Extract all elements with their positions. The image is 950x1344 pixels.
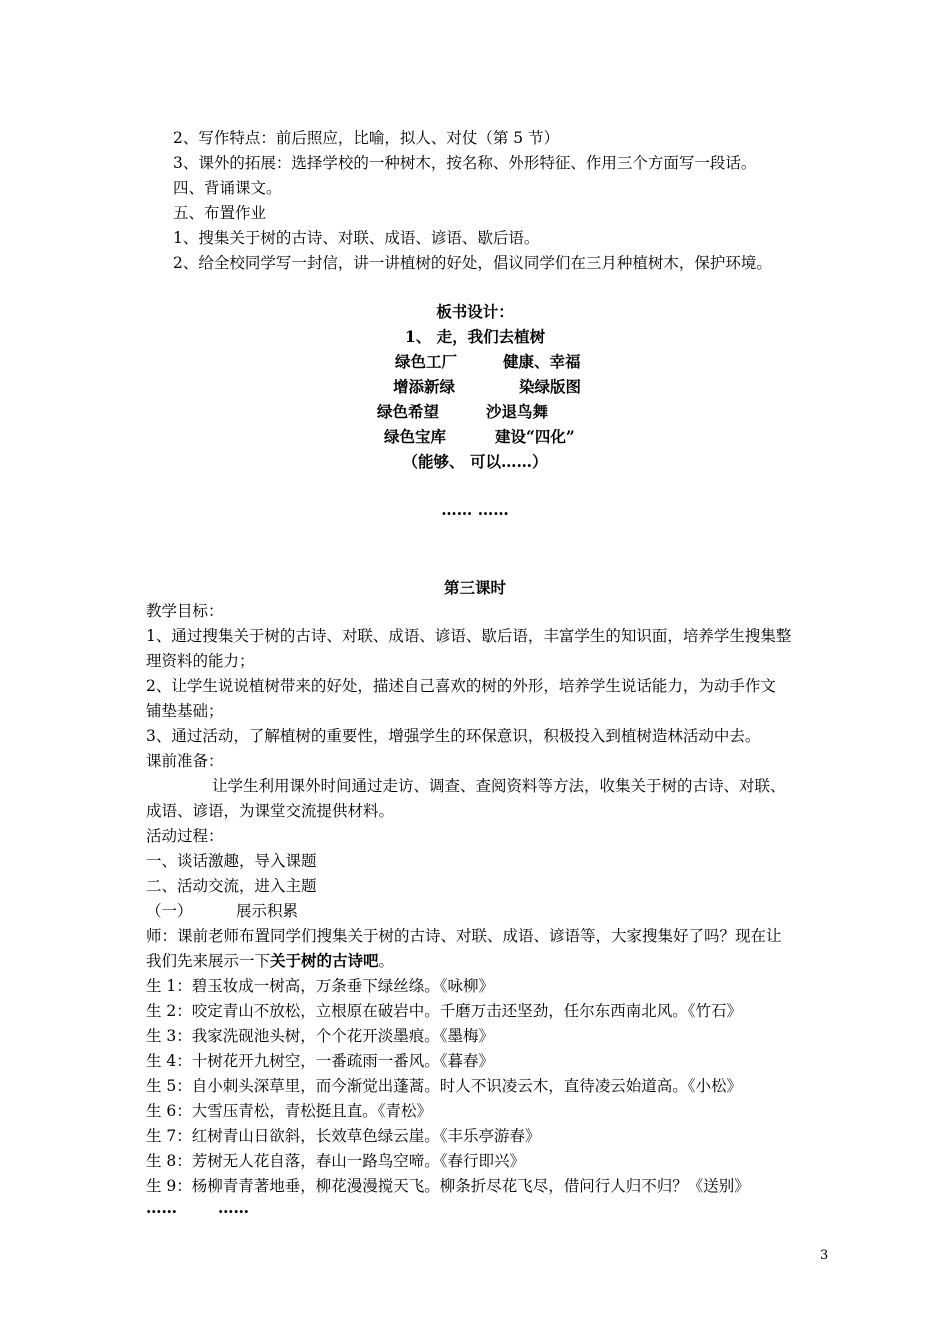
text-line: 2、让学生说说植树带来的好处，描述自己喜欢的树的外形，培养学生说话能力，为动手作文	[146, 677, 776, 695]
ellipsis: ……	[218, 1198, 249, 1217]
board-item: 建设“四化”	[495, 427, 575, 446]
text-line	[146, 951, 394, 971]
text-span: 。	[378, 952, 395, 970]
label: 课前准备：	[146, 752, 224, 770]
poem-line: 生 8：芳树无人花自落，春山一路鸟空啼。《春行即兴》	[146, 1152, 526, 1170]
text-line: 师：课前老师布置同学们搜集关于树的古诗、对联、成语、谚语等，大家搜集好了吗？现在让	[146, 927, 782, 945]
ellipsis: ……	[146, 1198, 177, 1217]
label: 教学目标：	[146, 602, 224, 620]
board-subtitle: 1、 走，我们去植树	[404, 327, 546, 346]
text-line: 2、给全校同学写一封信，讲一讲植树的好处，倡议同学们在三月种植树木，保护环境。	[173, 254, 772, 272]
text-span: 我们先来展示一下	[146, 952, 271, 970]
page-number: 3	[820, 1248, 829, 1263]
text-line: 五、布置作业	[173, 204, 267, 222]
poem-line: 生 2：咬定青山不放松，立根原在破岩中。千磨万击还坚劲，任尔东西南北风。《竹石》	[146, 1002, 743, 1020]
poem-line: 生 3：我家洗砚池头树，个个花开淡墨痕。《墨梅》	[146, 1027, 495, 1045]
text-line: 四、背诵课文。	[173, 179, 282, 197]
board-item: 增添新绿	[393, 377, 456, 396]
poem-line: 生 7：红树青山日欲斜，长效草色绿云崖。《丰乐亭游春》	[146, 1127, 541, 1145]
poem-line: 生 4：十树花开九树空，一番疏雨一番风。《暮春》	[146, 1052, 495, 1070]
text-line: 展示积累	[236, 902, 299, 920]
board-ellipsis: …… ……	[441, 500, 509, 519]
board-item: 沙退鸟舞	[486, 402, 549, 421]
board-note: （能够、 可以……）	[402, 452, 548, 471]
poem-line: 生 1：碧玉妆成一树高，万条垂下绿丝绦。《咏柳》	[146, 977, 495, 995]
text-line: 1、搜集关于树的古诗、对联、成语、谚语、歇后语。	[173, 229, 540, 247]
board-item: 健康、幸福	[503, 352, 581, 371]
text-line: 成语、谚语，为课堂交流提供材料。	[146, 802, 395, 820]
text-line: 3、通过活动，了解植树的重要性，增强学生的环保意识，积极投入到植树造林活动中去。	[146, 727, 761, 745]
poem-line: 生 6：大雪压青松，青松挺且直。《青松》	[146, 1102, 433, 1120]
text-line: 一、谈话激趣，导入课题	[146, 852, 317, 870]
text-line: （一）	[146, 902, 193, 920]
label: 活动过程：	[146, 827, 224, 845]
section-heading: 第三课时	[443, 578, 506, 597]
bold-span: 关于树的古诗吧	[270, 951, 379, 970]
poem-line: 生 5：自小刺头深草里，而今渐觉出蓬蒿。时人不识凌云木，直待凌云始道高。《小松》	[146, 1077, 743, 1095]
poem-line: 生 9：杨柳青青著地垂，柳花漫漫搅天飞。柳条折尽花飞尽，借问行人归不归？《送别》	[146, 1177, 750, 1195]
text-line: 让学生利用课外时间通过走访、调查、查阅资料等方法，收集关于树的古诗、对联、	[212, 777, 786, 795]
board-title: 板书设计：	[436, 302, 514, 321]
board-item: 绿色宝库	[384, 427, 447, 446]
text-line: 2、写作特点：前后照应，比喻，拟人、对仗（第 5 节）	[173, 129, 560, 147]
board-item: 染绿版图	[519, 377, 582, 396]
text-line: 3、课外的拓展：选择学校的一种树木，按名称、外形特征、作用三个方面写一段话。	[173, 154, 757, 172]
text-line: 1、通过搜集关于树的古诗、对联、成语、谚语、歇后语，丰富学生的知识面，培养学生搜集整	[146, 627, 792, 645]
text-line: 铺垫基础；	[146, 702, 224, 720]
board-item: 绿色希望	[377, 402, 440, 421]
text-line: 理资料的能力；	[146, 652, 255, 670]
text-line: 二、活动交流，进入主题	[146, 877, 317, 895]
board-item: 绿色工厂	[395, 352, 458, 371]
